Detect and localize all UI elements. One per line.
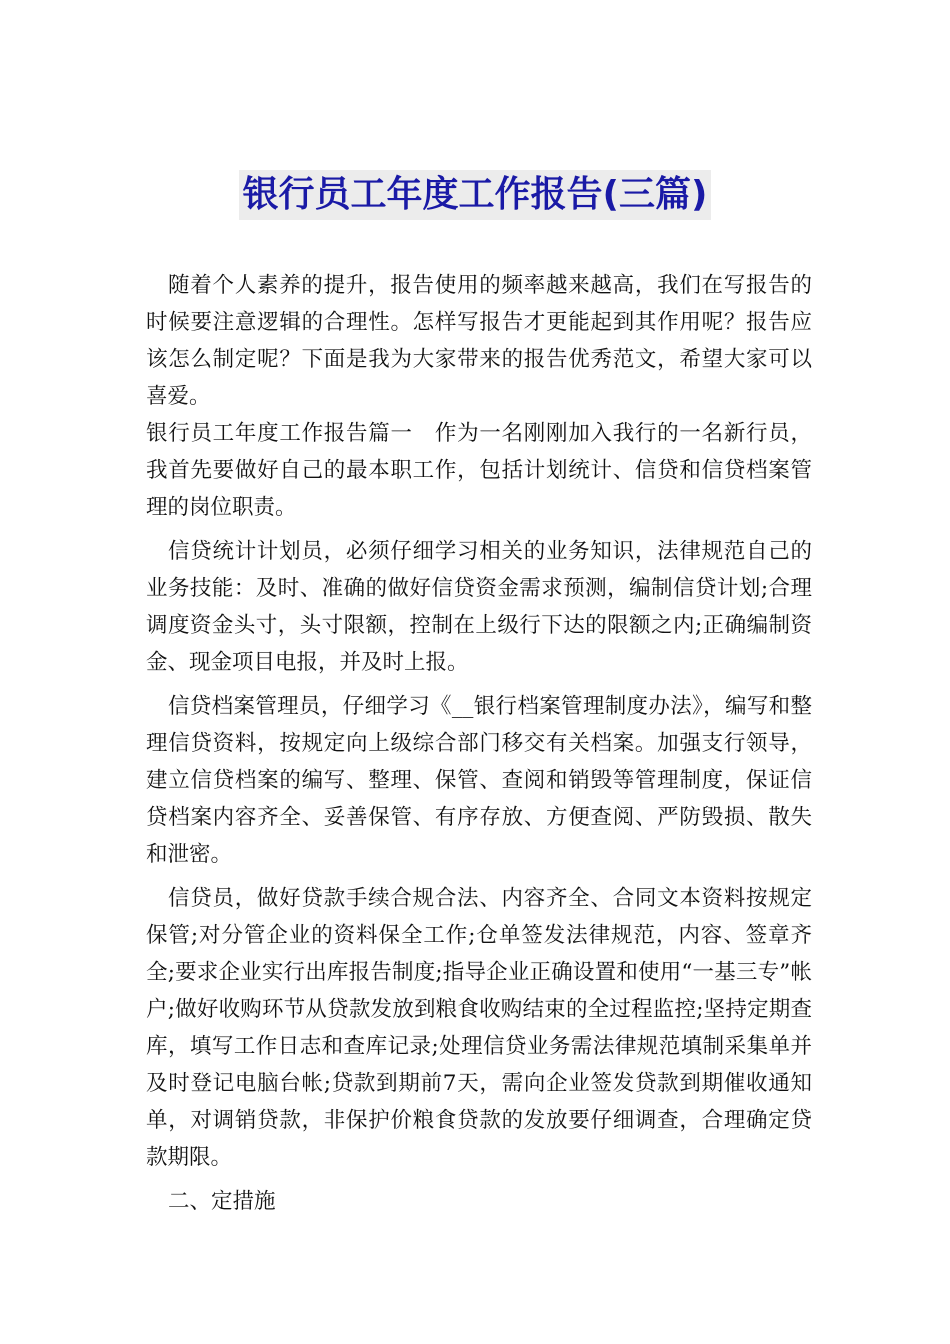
paragraph-credit-officer: 信贷员，做好贷款手续合规合法、内容齐全、合同文本资料按规定保管;对分管企业的资料保全工作;仓单签发法律规范，内容、签章齐全;要求企业实行出库报告制度;指导企业正确设置和使用“一基三专”帐户;做好收购环节从贷款发放到粮食收购结束的全过程监控;坚持定期查库，填写工作日志和查库记录;处理信贷业务需法律规范填制采集单并及时登记电脑台帐;贷款到期前7天，需向企业签发贷款到期催收通知单，对调销贷款，非保护价粮食贷款的发放要仔细调查，合理确定贷款期限。 bbox=[146, 886, 812, 1170]
document-body bbox=[146, 267, 812, 1220]
document-title: 银行员工年度工作报告(三篇) bbox=[239, 170, 712, 220]
paragraph-section-one: 银行员工年度工作报告篇一 作为一名刚刚加入我行的一名新行员，我首先要做好自己的最本职工作，包括计划统计、信贷和信贷档案管理的岗位职责。 bbox=[146, 421, 812, 520]
title-container bbox=[0, 170, 950, 220]
paragraph-intro: 随着个人素养的提升，报告使用的频率越来越高，我们在写报告的时候要注意逻辑的合理性。怎样写报告才更能起到其作用呢？报告应该怎么制定呢？下面是我为大家带来的报告优秀范文，希望大家可以喜爱。 bbox=[146, 273, 812, 409]
paragraph-credit-planner: 信贷统计计划员，必须仔细学习相关的业务知识，法律规范自己的业务技能：及时、准确的做好信贷资金需求预测，编制信贷计划;合理调度资金头寸，头寸限额，控制在上级行下达的限额之内;正确编制资金、现金项目电报，并及时上报。 bbox=[146, 539, 812, 675]
paragraph-archive-manager: 信贷档案管理员，仔细学习《__银行档案管理制度办法》，编写和整理信贷资料，按规定向上级综合部门移交有关档案。加强支行领导，建立信贷档案的编写、整理、保管、查阅和销毁等管理制度，保证信贷档案内容齐全、妥善保管、有序存放、方便查阅、严防毁损、散失和泄密。 bbox=[146, 694, 812, 867]
paragraph-heading-measures: 二、定措施 bbox=[168, 1189, 276, 1214]
